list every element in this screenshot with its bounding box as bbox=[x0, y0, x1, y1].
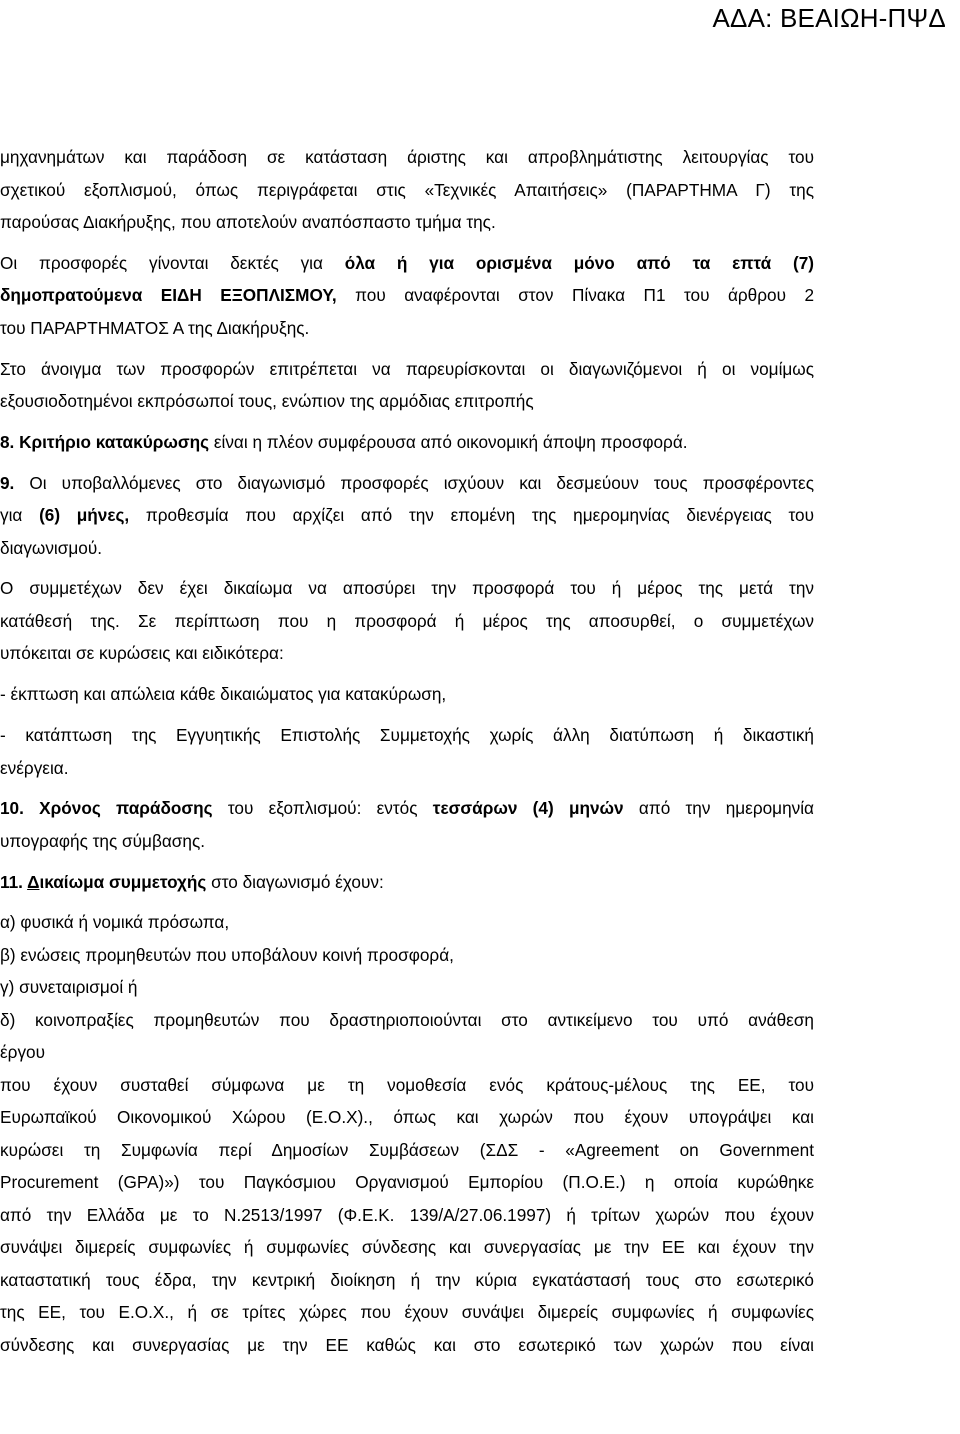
text-line: συνάψει διμερείς συμφωνίες ή συμφωνίες σύνδεσης και συνεργασίας με την ΕΕ και έχουν την bbox=[0, 1237, 814, 1258]
ada-header: ΑΔΑ: ΒΕΑΙΩΗ-ΠΨΔ bbox=[712, 3, 946, 33]
text-line: κατάθεσή της. Σε περίπτωση που η προσφορά ή μέρος της αποσυρθεί, ο συμμετέχων bbox=[0, 610, 814, 631]
text-line: - κατάπτωση της Εγγυητικής Επιστολής Συμμετοχής χωρίς άλλη διατύπωση ή δικαστική bbox=[0, 725, 814, 746]
text-line: δημοπρατούμενα ΕΙΔΗ ΕΞΟΠΛΙΣΜΟΥ, που αναφέρονται στον Πίνακα Π1 του άρθρου 2 bbox=[0, 285, 814, 306]
text-line: 8. Κριτήριο κατακύρωσης είναι η πλέον συμφέρουσα από οικονομική άποψη προσφορά. bbox=[0, 431, 688, 452]
text-line: 9. Οι υποβαλλόμενες στο διαγωνισμό προσφορές ισχύουν και δεσμεύουν τους προσφέροντες bbox=[0, 472, 814, 493]
text-line: γ) συνεταιρισμοί ή bbox=[0, 977, 138, 998]
text-line: 11. Δικαίωμα συμμετοχής στο διαγωνισμό έχουν: bbox=[0, 871, 384, 892]
text-line: υπογραφής της σύμβασης. bbox=[0, 830, 206, 851]
text-line: ενέργεια. bbox=[0, 757, 69, 778]
text-line: υπόκειται σε κυρώσεις και ειδικότερα: bbox=[0, 643, 284, 664]
text-line: σχετικού εξοπλισμού, όπως περιγράφεται στις «Τεχνικές Απαιτήσεις» (ΠΑΡΑΡΤΗΜΑ Γ) της bbox=[0, 179, 814, 200]
text-line: σύνδεσης και συνεργασίας με την ΕΕ καθώς και στο εσωτερικό των χωρών που είναι bbox=[0, 1334, 814, 1355]
text-line: 10. Χρόνος παράδοσης του εξοπλισμού: εντός τεσσάρων (4) μηνών από την ημερομηνία bbox=[0, 798, 814, 819]
text-line: διαγωνισμού. bbox=[0, 537, 102, 558]
text-line: α) φυσικά ή νομικά πρόσωπα, bbox=[0, 912, 230, 933]
text-line: Ο συμμετέχων δεν έχει δικαίωμα να αποσύρει την προσφορά του ή μέρος της μετά την bbox=[0, 578, 814, 599]
text-line: από την Ελλάδα με το Ν.2513/1997 (Φ.Ε.Κ. 139/Α/27.06.1997) ή τρίτων χωρών που έχουν bbox=[0, 1204, 814, 1225]
text-line: β) ενώσεις προμηθευτών που υποβάλουν κοινή προσφορά, bbox=[0, 944, 454, 965]
text-line: δ) κοινοπραξίες προμηθευτών που δραστηριοποιούνται στο αντικείμενο του υπό ανάθεση bbox=[0, 1009, 814, 1030]
text-line: - έκπτωση και απώλεια κάθε δικαιώματος για κατακύρωση, bbox=[0, 684, 447, 705]
text-line: Στο άνοιγμα των προσφορών επιτρέπεται να παρευρίσκονται οι διαγωνιζόμενοι ή οι νομίμως bbox=[0, 358, 814, 379]
text-line: της ΕΕ, του Ε.Ο.Χ., ή σε τρίτες χώρες που έχουν συνάψει διμερείς συμφωνίες ή συμφωνίες bbox=[0, 1302, 814, 1323]
text-line: παρούσας Διακήρυξης, που αποτελούν αναπόσπαστο τμήμα της. bbox=[0, 212, 496, 232]
text-line: Procurement (GPA)») του Παγκόσμιου Οργανισμού Εμπορίου (Π.Ο.Ε.) η οποία κυρώθηκε bbox=[0, 1172, 814, 1193]
text-line: μηχανημάτων και παράδοση σε κατάσταση άριστης και απροβλημάτιστης λειτουργίας του bbox=[0, 147, 814, 167]
text-line: που έχουν συσταθεί σύμφωνα με τη νομοθεσία ενός κράτους-μέλους της ΕΕ, του bbox=[0, 1074, 814, 1095]
text-line: Οι προσφορές γίνονται δεκτές για όλα ή για ορισμένα μόνο από τα επτά (7) bbox=[0, 252, 814, 273]
text-line: κυρώσει τη Συμφωνία περί Δημοσίων Συμβάσεων (ΣΔΣ - «Agreement on Government bbox=[0, 1139, 814, 1160]
document-body bbox=[0, 141, 814, 1361]
text-line: έργου bbox=[0, 1042, 45, 1063]
text-line: Ευρωπαϊκού Οικονομικού Χώρου (Ε.Ο.Χ)., όπως και χωρών που έχουν υπογράψει και bbox=[0, 1107, 814, 1128]
text-line: καταστατική τους έδρα, την κεντρική διοίκηση ή την κύρια εγκατάστασή τους στο εσωτερικό bbox=[0, 1269, 814, 1290]
text-line: για (6) μήνες, προθεσμία που αρχίζει από την επομένη της ημερομηνίας διενέργειας του bbox=[0, 505, 814, 526]
text-line: του ΠΑΡΑΡΤΗΜΑΤΟΣ Α της Διακήρυξης. bbox=[0, 317, 310, 338]
text-line: εξουσιοδοτημένοι εκπρόσωποί τους, ενώπιον της αρμόδιας επιτροπής bbox=[0, 391, 534, 412]
